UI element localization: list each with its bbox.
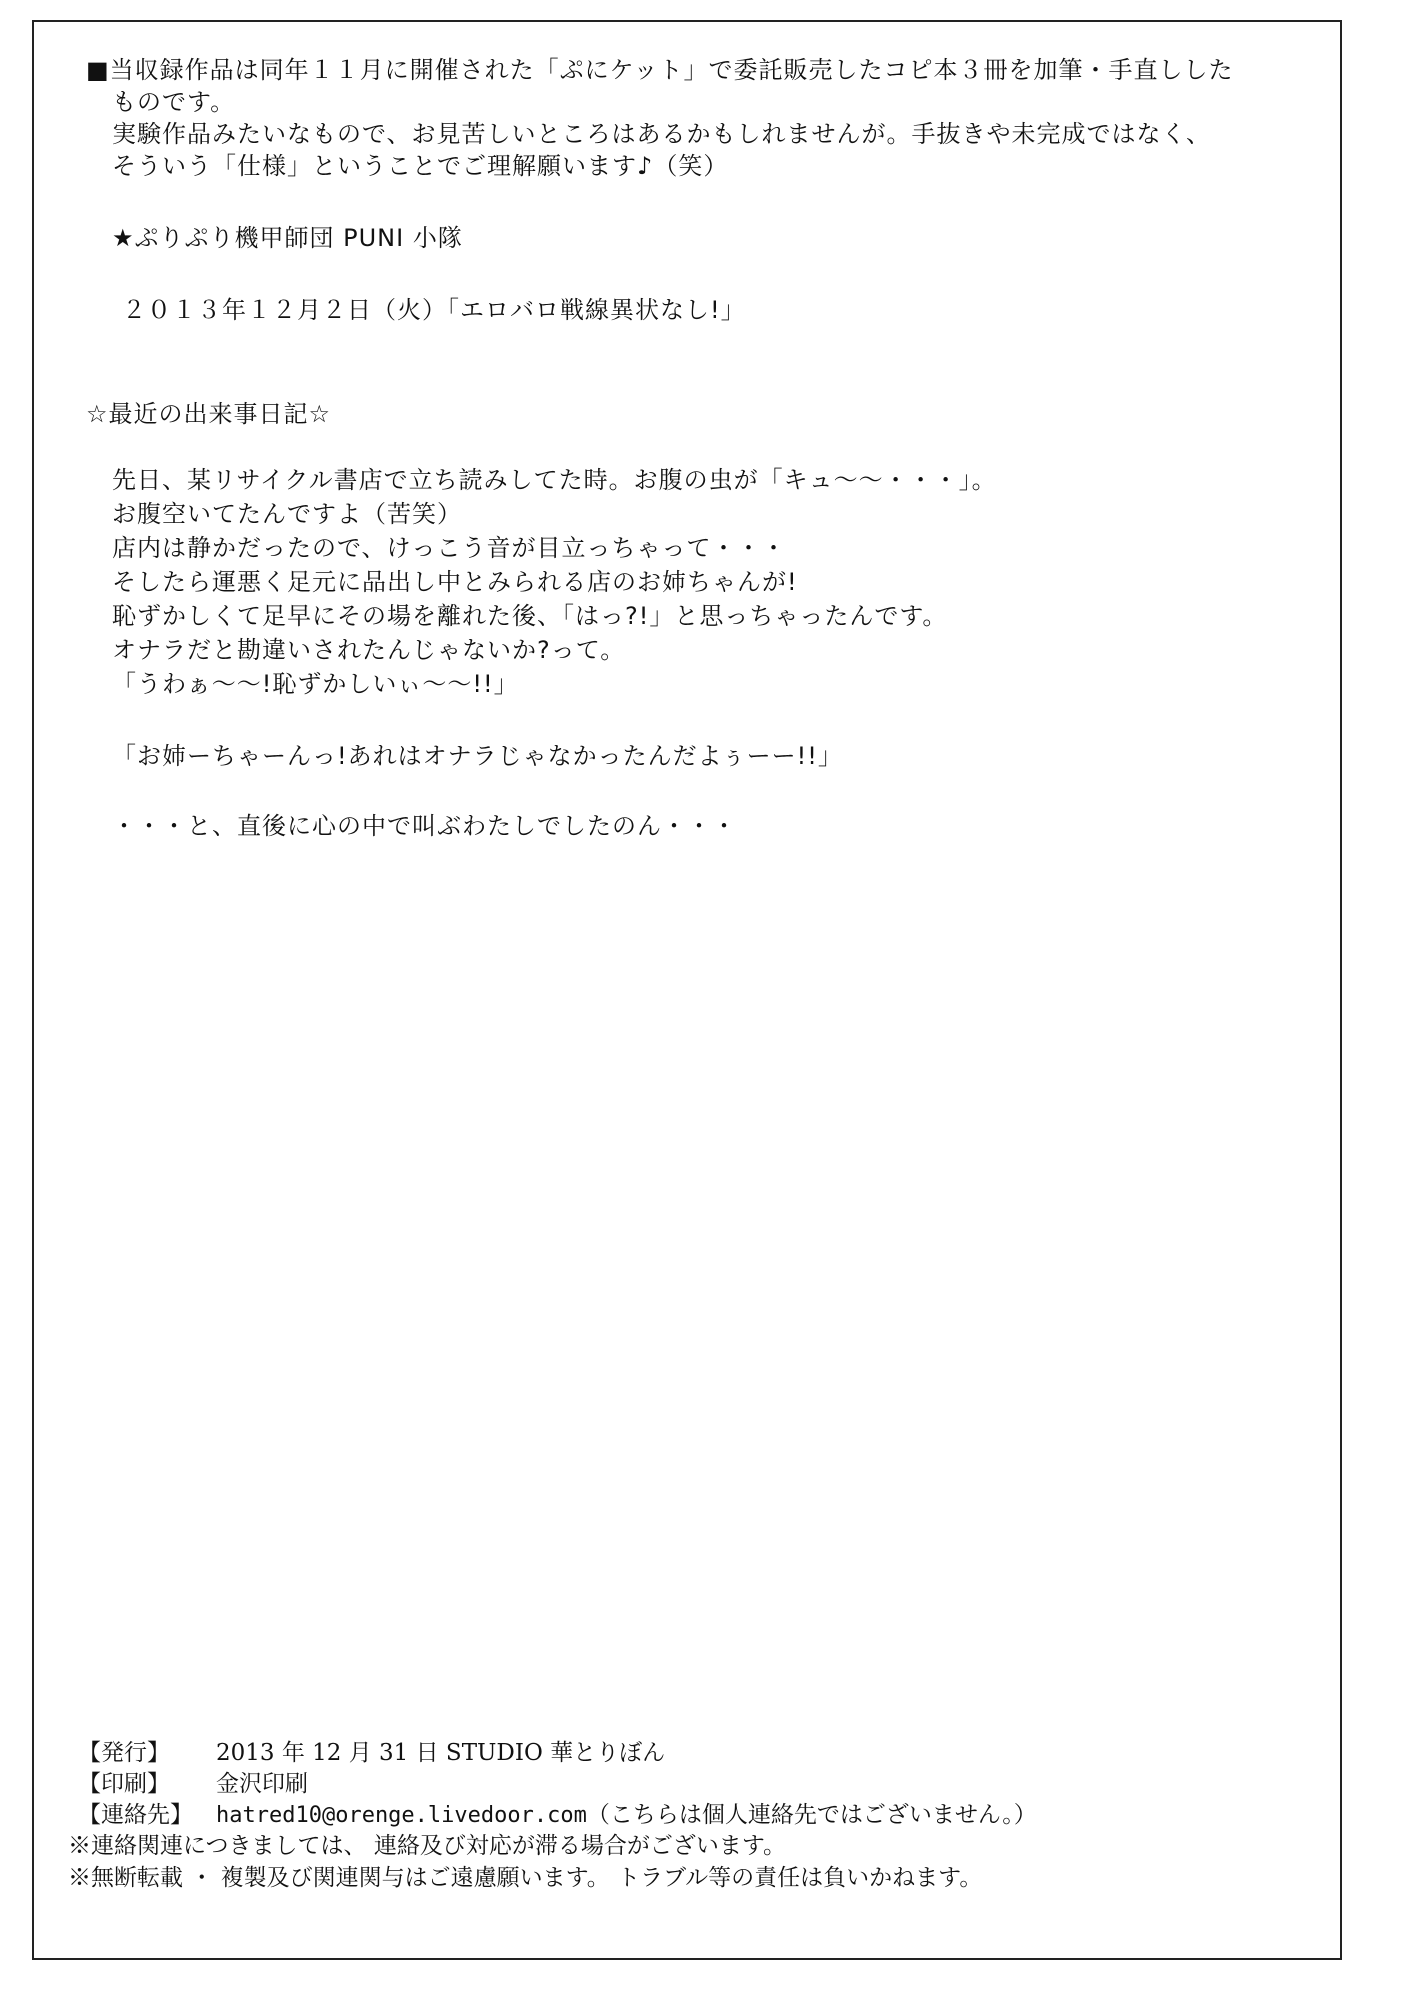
- print-label: 【印刷】: [78, 1771, 170, 1797]
- diary-line-4: そしたら運悪く足元に品出し中とみられる店のお姉ちゃんが!: [112, 568, 798, 596]
- intro-line-1: ■当収録作品は同年１１月に開催された「ぷにケット」で委託販売したコピ本３冊を加筆・手直しした: [86, 56, 1234, 84]
- signature-date: ２０１３年１２月２日（火）「エロバロ戦線異状なし!」: [122, 296, 746, 324]
- colophon-note-1: ※連絡関連につきましては、 連絡及び対応が滞る場合がございます。: [68, 1833, 787, 1859]
- diary-line-7: 「うわぁ〜〜!恥ずかしいぃ〜〜!!」: [112, 670, 519, 698]
- publish-label: 【発行】: [78, 1740, 170, 1766]
- colophon-print: [78, 1769, 308, 1800]
- diary-line-5: 恥ずかしくて足早にその場を離れた後、「はっ?!」と思っちゃったんです。: [112, 602, 948, 630]
- contact-label: 【連絡先】: [78, 1802, 193, 1828]
- diary-line-6: オナラだと勘違いされたんじゃないか?って。: [112, 636, 626, 664]
- diary-shout: 「お姉ーちゃーんっ!あれはオナラじゃなかったんだよぅーー!!」: [112, 742, 843, 770]
- author-group: ★ぷりぷり機甲師団 PUNI 小隊: [112, 224, 463, 252]
- intro-line-2: ものです。: [112, 88, 236, 116]
- intro-line-4: そういう「仕様」ということでご理解願います♪（笑）: [112, 152, 729, 180]
- print-value: 金沢印刷: [216, 1771, 308, 1797]
- colophon-contact: [78, 1800, 1037, 1831]
- diary-closing: ・・・と、直後に心の中で叫ぶわたしでしたのん・・・: [112, 812, 737, 840]
- contact-note: （こちらは個人連絡先ではございません。）: [586, 1802, 1037, 1828]
- diary-line-2: お腹空いてたんですよ（苦笑）: [112, 500, 462, 528]
- intro-line-3: 実験作品みたいなもので、お見苦しいところはあるかもしれませんが。手抜きや未完成ではなく、: [112, 120, 1212, 148]
- colophon-publish: [78, 1738, 665, 1769]
- diary-heading: ☆最近の出来事日記☆: [86, 400, 332, 428]
- contact-email[interactable]: hatred10@orenge.livedoor.com: [216, 1803, 587, 1828]
- diary-line-3: 店内は静かだったので、けっこう音が目立っちゃって・・・: [112, 534, 787, 562]
- publish-value: 2013 年 12 月 31 日 STUDIO 華とりぼん: [216, 1740, 666, 1766]
- diary-line-1: 先日、某リサイクル書店で立ち読みしてた時。お腹の虫が「キュ〜〜・・・」。: [112, 466, 997, 494]
- colophon-note-2: ※無断転載 ・ 複製及び関連関与はご遠慮願います。 トラブル等の責任は負いかねます。: [68, 1865, 983, 1891]
